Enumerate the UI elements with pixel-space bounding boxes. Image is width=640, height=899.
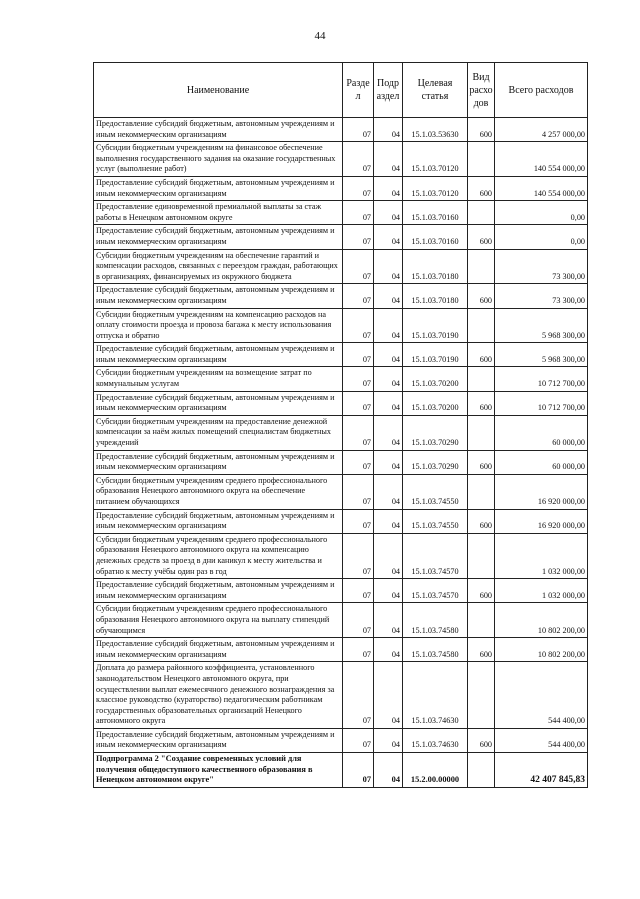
row-name: Субсидии бюджетным учреждениям на компенсацию расходов на оплату стоимости проезда и провоза багажа к месту использования отпуска и обратно [94,308,343,343]
row-name: Предоставление единовременной премиальной выплаты за стаж работы в Ненецком автономном округе [94,201,343,225]
row-amount: 140 554 000,00 [495,176,588,200]
row-target: 15.1.03.74630 [403,662,468,729]
row-subsection: 04 [374,284,403,308]
budget-table [93,62,588,788]
row-name: Предоставление субсидий бюджетным, автономным учреждениям и иным некоммерческим организациям [94,391,343,415]
header-subsection: Подр аздел [374,63,403,118]
row-section: 07 [343,753,374,788]
row-amount: 0,00 [495,201,588,225]
row-section: 07 [343,662,374,729]
row-target: 15.1.03.70120 [403,176,468,200]
row-expense-type: 600 [468,638,495,662]
row-name: Доплата до размера районного коэффициента, установленного законодательством Ненецкого автономного округа, при осуществлении выплат ежемесячного денежного вознаграждения за классное руководство (кураторство) педагогическим работникам государственных образовательных организаций Ненецкого автономного округа [94,662,343,729]
row-amount: 10 802 200,00 [495,638,588,662]
row-name: Субсидии бюджетным учреждениям на финансовое обеспечение выполнения государственного задания на оказание государственных услуг (выполнение работ) [94,142,343,177]
row-section: 07 [343,533,374,578]
row-target: 15.1.03.70290 [403,415,468,450]
row-subsection: 04 [374,176,403,200]
row-section: 07 [343,201,374,225]
row-subsection: 04 [374,391,403,415]
row-section: 07 [343,367,374,391]
row-subsection: 04 [374,367,403,391]
header-expense-type: Вид расхо дов [468,63,495,118]
row-expense-type: 600 [468,509,495,533]
row-section: 07 [343,579,374,603]
row-name: Предоставление субсидий бюджетным, автономным учреждениям и иным некоммерческим организациям [94,225,343,249]
row-name: Подпрограмма 2 "Создание современных условий для получения общедоступного качественного образования в Ненецком автономном округе" [94,753,343,788]
row-subsection: 04 [374,474,403,509]
row-target: 15.1.03.70290 [403,450,468,474]
row-subsection: 04 [374,753,403,788]
row-expense-type [468,308,495,343]
row-name: Предоставление субсидий бюджетным, автономным учреждениям и иным некоммерческим организациям [94,176,343,200]
row-target: 15.1.03.70160 [403,225,468,249]
row-subsection: 04 [374,308,403,343]
row-subsection: 04 [374,638,403,662]
row-name: Субсидии бюджетным учреждениям на обеспечение гарантий и компенсации расходов, связанных с переездом граждан, работающих в организациях, финансируемых из окружного бюджета [94,249,343,284]
row-section: 07 [343,308,374,343]
row-section: 07 [343,176,374,200]
row-amount: 5 968 300,00 [495,343,588,367]
header-section: Разде л [343,63,374,118]
row-name: Предоставление субсидий бюджетным, автономным учреждениям и иным некоммерческим организациям [94,284,343,308]
table-row [94,201,588,225]
row-amount: 1 032 000,00 [495,533,588,578]
row-name: Предоставление субсидий бюджетным, автономным учреждениям и иным некоммерческим организациям [94,728,343,752]
row-name: Предоставление субсидий бюджетным, автономным учреждениям и иным некоммерческим организациям [94,343,343,367]
row-target: 15.1.03.74580 [403,638,468,662]
row-amount: 0,00 [495,225,588,249]
row-subsection: 04 [374,343,403,367]
row-subsection: 04 [374,249,403,284]
row-subsection: 04 [374,603,403,638]
row-expense-type: 600 [468,728,495,752]
row-name: Предоставление субсидий бюджетным, автономным учреждениям и иным некоммерческим организациям [94,450,343,474]
header-target: Целевая статья [403,63,468,118]
row-expense-type: 600 [468,284,495,308]
row-section: 07 [343,415,374,450]
row-section: 07 [343,225,374,249]
table-row [94,225,588,249]
row-section: 07 [343,284,374,308]
table-row [94,533,588,578]
row-name: Субсидии бюджетным учреждениям на возмещение затрат по коммунальным услугам [94,367,343,391]
row-section: 07 [343,638,374,662]
row-target: 15.1.03.70190 [403,308,468,343]
row-amount: 4 257 000,00 [495,118,588,142]
row-target: 15.1.03.70200 [403,391,468,415]
row-target: 15.1.03.70190 [403,343,468,367]
table-row [94,249,588,284]
row-name: Субсидии бюджетным учреждениям среднего профессионального образования Ненецкого автономного округа на компенсацию денежных средств за проезд в дни каникул к месту жительства и обратно к месту учёбы один раз в год [94,533,343,578]
row-target: 15.1.03.53630 [403,118,468,142]
row-amount: 16 920 000,00 [495,474,588,509]
row-subsection: 04 [374,509,403,533]
row-expense-type: 600 [468,450,495,474]
row-section: 07 [343,474,374,509]
row-section: 07 [343,118,374,142]
row-amount: 60 000,00 [495,415,588,450]
row-expense-type [468,603,495,638]
row-section: 07 [343,728,374,752]
row-expense-type [468,142,495,177]
row-subsection: 04 [374,118,403,142]
row-name: Субсидии бюджетным учреждениям на предоставление денежной компенсации за наём жилых помещений специалистам бюджетных учреждений [94,415,343,450]
row-subsection: 04 [374,450,403,474]
table-row [94,728,588,752]
row-target: 15.1.03.74570 [403,579,468,603]
header-row [94,63,588,118]
row-expense-type: 600 [468,176,495,200]
row-section: 07 [343,450,374,474]
row-section: 07 [343,391,374,415]
row-target: 15.1.03.70180 [403,284,468,308]
table-row [94,118,588,142]
table-row [94,284,588,308]
subprogram-row [94,753,588,788]
row-amount: 544 400,00 [495,662,588,729]
row-target: 15.1.03.70200 [403,367,468,391]
table-row [94,391,588,415]
table-row [94,603,588,638]
row-amount: 5 968 300,00 [495,308,588,343]
header-name: Наименование [94,63,343,118]
row-subsection: 04 [374,533,403,578]
row-amount: 10 802 200,00 [495,603,588,638]
table-row [94,142,588,177]
row-subsection: 04 [374,728,403,752]
row-expense-type [468,249,495,284]
row-target: 15.1.03.70120 [403,142,468,177]
row-expense-type [468,753,495,788]
row-section: 07 [343,142,374,177]
row-name: Субсидии бюджетным учреждениям среднего профессионального образования Ненецкого автономного округа на обеспечение питанием обучающихся [94,474,343,509]
row-amount: 73 300,00 [495,284,588,308]
row-amount: 42 407 845,83 [495,753,588,788]
table-row [94,474,588,509]
row-subsection: 04 [374,142,403,177]
row-name: Предоставление субсидий бюджетным, автономным учреждениям и иным некоммерческим организациям [94,509,343,533]
table-row [94,343,588,367]
row-target: 15.1.03.74550 [403,509,468,533]
row-amount: 140 554 000,00 [495,142,588,177]
row-amount: 10 712 700,00 [495,367,588,391]
row-section: 07 [343,603,374,638]
header-total: Всего расходов [495,63,588,118]
row-amount: 10 712 700,00 [495,391,588,415]
page-number: 44 [314,30,326,42]
row-target: 15.1.03.74580 [403,603,468,638]
row-subsection: 04 [374,415,403,450]
row-amount: 1 032 000,00 [495,579,588,603]
row-subsection: 04 [374,579,403,603]
row-target: 15.1.03.74570 [403,533,468,578]
row-expense-type: 600 [468,579,495,603]
row-section: 07 [343,343,374,367]
table-row [94,308,588,343]
row-subsection: 04 [374,662,403,729]
table-row [94,662,588,729]
row-expense-type: 600 [468,391,495,415]
row-expense-type: 600 [468,225,495,249]
row-target: 15.1.03.74550 [403,474,468,509]
row-name: Предоставление субсидий бюджетным, автономным учреждениям и иным некоммерческим организациям [94,579,343,603]
row-subsection: 04 [374,201,403,225]
row-section: 07 [343,509,374,533]
row-name: Предоставление субсидий бюджетным, автономным учреждениям и иным некоммерческим организациям [94,638,343,662]
table-row [94,415,588,450]
table-row [94,638,588,662]
row-amount: 60 000,00 [495,450,588,474]
row-amount: 544 400,00 [495,728,588,752]
row-expense-type [468,533,495,578]
row-expense-type: 600 [468,118,495,142]
row-target: 15.1.03.70160 [403,201,468,225]
table-row [94,176,588,200]
row-amount: 73 300,00 [495,249,588,284]
row-target: 15.1.03.74630 [403,728,468,752]
row-expense-type [468,415,495,450]
row-amount: 16 920 000,00 [495,509,588,533]
row-expense-type: 600 [468,343,495,367]
row-section: 07 [343,249,374,284]
row-expense-type [468,201,495,225]
row-expense-type [468,474,495,509]
table-row [94,579,588,603]
row-subsection: 04 [374,225,403,249]
row-target: 15.2.00.00000 [403,753,468,788]
table-row [94,367,588,391]
table-row [94,450,588,474]
row-expense-type [468,367,495,391]
table-row [94,509,588,533]
row-name: Предоставление субсидий бюджетным, автономным учреждениям и иным некоммерческим организациям [94,118,343,142]
row-target: 15.1.03.70180 [403,249,468,284]
row-name: Субсидии бюджетным учреждениям среднего профессионального образования Ненецкого автономного округа на выплату стипендий обучающимся [94,603,343,638]
row-expense-type [468,662,495,729]
